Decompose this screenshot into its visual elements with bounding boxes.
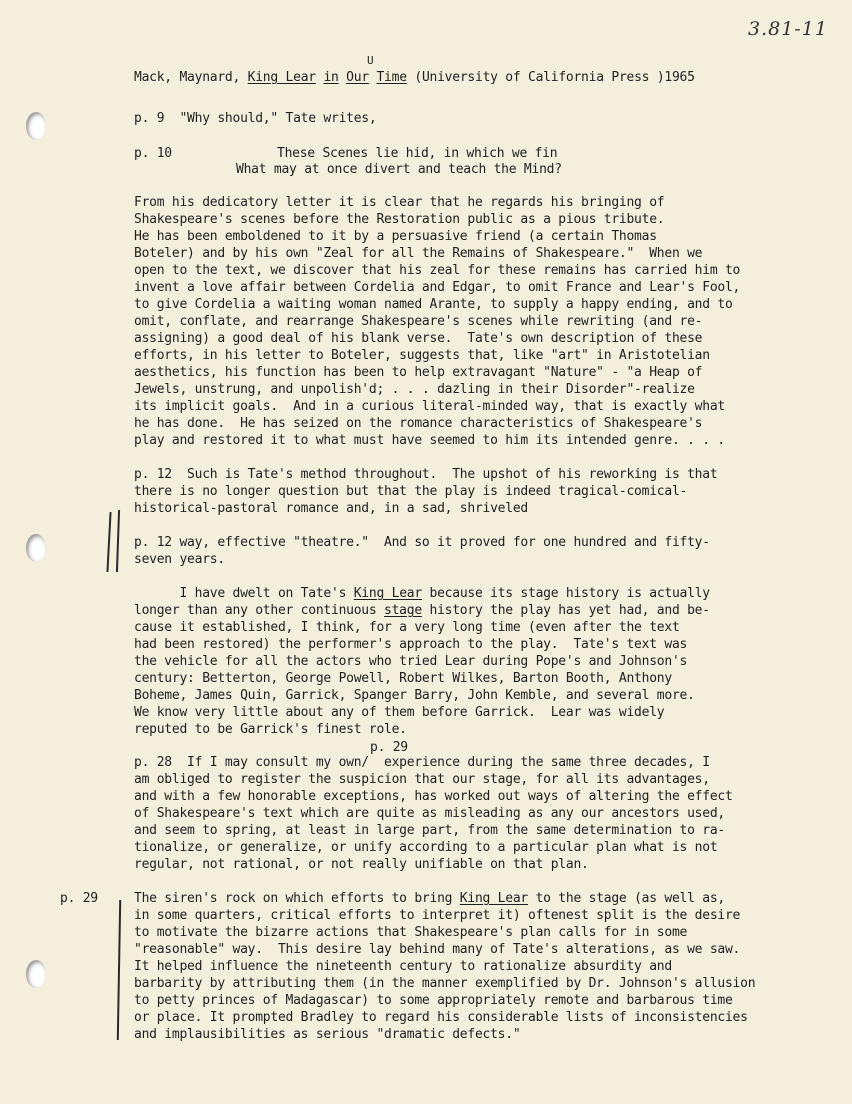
handwritten-page-number: 3.81-11 xyxy=(748,18,828,40)
p10-verse-2: What may at once divert and teach the Mind? xyxy=(236,162,562,177)
citation-title-c: Our xyxy=(346,70,369,85)
citation-title-b: in xyxy=(323,70,339,85)
para1-line: its implicit goals. And in a curious literal-minded way, that is exactly what xyxy=(134,399,725,414)
para1-line: From his dedicatory letter it is clear that he regards his bringing of xyxy=(134,195,665,210)
para5-line: p. 28 If I may consult my own/ experience during the same three decades, I xyxy=(134,755,710,770)
para6-line: to motivate the bizarre actions that Shakespeare's plan calls for in some xyxy=(134,925,688,940)
margin-bar-right xyxy=(116,510,120,572)
para1-line: open to the text, we discover that his zeal for these remains has carried him to xyxy=(134,263,741,278)
p9-line: p. 9 "Why should," Tate writes, xyxy=(134,111,377,126)
para4-line: Boheme, James Quin, Garrick, Spanger Barry, John Kemble, and several more. xyxy=(134,688,695,703)
para4-line: century: Betterton, George Powell, Robert Wilkes, Barton Booth, Anthony xyxy=(134,671,672,686)
para5-line: of Shakespeare's text which are quite as misleading as any our ancestors used, xyxy=(134,806,725,821)
para4-line: had been restored) the performer's approach to the play. Tate's text was xyxy=(134,637,688,652)
p10-verse-1: These Scenes lie hid, in which we fin xyxy=(277,146,558,161)
para6-line: and implausibilities as serious "dramatic defects." xyxy=(134,1027,521,1042)
para1-line: aesthetics, his function has been to help extravagant "Nature" - "a Heap of xyxy=(134,365,703,380)
para4-text: longer than any other continuous xyxy=(134,603,385,618)
para6-line: It helped influence the nineteenth century to rationalize absurdity and xyxy=(134,959,672,974)
para2-line: historical-pastoral romance and, in a sad, shriveled xyxy=(134,501,528,516)
para4-line: reputed to be Garrick's finest role. xyxy=(134,722,407,737)
para1-line: he has done. He has seized on the romance characteristics of Shakespeare's xyxy=(134,416,703,431)
handwritten-correction: U xyxy=(367,54,374,67)
para5-line: and seem to spring, at least in large part, from the same determination to ra- xyxy=(134,823,725,838)
punch-hole-bottom xyxy=(26,960,46,988)
para5-line: am obliged to register the suspicion that our stage, for all its advantages, xyxy=(134,772,710,787)
p10-label: p. 10 xyxy=(134,146,172,161)
para1-line: invent a love affair between Cordelia and Edgar, to omit France and Lear's Fool, xyxy=(134,280,741,295)
citation-author: Mack, Maynard, xyxy=(134,70,248,85)
para3-line: p. 12 way, effective "theatre." And so it proved for one hundred and fifty- xyxy=(134,535,710,550)
para1-line: Boteler) and by his own "Zeal for all the Remains of Shakespeare." When we xyxy=(134,246,703,261)
king-lear-title: King Lear xyxy=(459,891,528,906)
para1-line: Shakespeare's scenes before the Restoration public as a pious tribute. xyxy=(134,212,665,227)
para6-line: to petty princes of Madagascar) to some appropriately remote and barbarous time xyxy=(134,993,733,1008)
para4-line: the vehicle for all the actors who tried Lear during Pope's and Johnson's xyxy=(134,654,688,669)
para6-line xyxy=(134,890,725,907)
para4-text: because its stage history is actually xyxy=(421,586,710,601)
margin-bar-left xyxy=(106,512,111,572)
para6-line: in some quarters, critical efforts to interpret it) oftenest split is the desire xyxy=(134,908,741,923)
margin-bar-lower xyxy=(117,900,121,1040)
para6-text: to the stage (as well as, xyxy=(528,891,725,906)
para2-line: there is no longer question but that the play is indeed tragical-comical- xyxy=(134,484,688,499)
citation-title-a: King Lear xyxy=(247,70,316,85)
para4-line xyxy=(134,585,710,602)
punch-hole-top xyxy=(26,112,46,140)
para1-line: omit, conflate, and rearrange Shakespeare's scenes while rewriting (and re- xyxy=(134,314,703,329)
para4-line: cause it established, I think, for a very long time (even after the text xyxy=(134,620,680,635)
para6-line: barbarity by attributing them (in the manner exemplified by Dr. Johnson's allusion xyxy=(134,976,756,991)
citation-line xyxy=(134,69,695,86)
para4-line: We know very little about any of them before Garrick. Lear was widely xyxy=(134,705,665,720)
para1-line: play and restored it to what must have seemed to him its intended genre. . . . xyxy=(134,433,725,448)
para1-line: assigning) a good deal of his blank verse. Tate's own description of these xyxy=(134,331,703,346)
para1-line: He has been emboldened to it by a persuasive friend (a certain Thomas xyxy=(134,229,657,244)
para2-line: p. 12 Such is Tate's method throughout. The upshot of his reworking is that xyxy=(134,467,718,482)
para6-line: or place. It prompted Bradley to regard his considerable lists of inconsistencies xyxy=(134,1010,748,1025)
citation-title-d: Time xyxy=(376,70,407,85)
para3-line: seven years. xyxy=(134,552,225,567)
para6-text: The siren's rock on which efforts to bring xyxy=(134,891,460,906)
inserted-page-marker: p. 29 xyxy=(370,740,408,755)
para1-line: Jewels, unstrung, and unpolish'd; . . . dazling in their Disorder"-realize xyxy=(134,382,695,397)
para6-line: "reasonable" way. This desire lay behind many of Tate's alterations, as we saw. xyxy=(134,942,741,957)
para5-line: regular, not rational, or not really unifiable on that plan. xyxy=(134,857,589,872)
punch-hole-middle xyxy=(26,534,46,562)
para5-line: tionalize, or generalize, or unify according to a particular plan what is not xyxy=(134,840,718,855)
king-lear-title: King Lear xyxy=(353,586,422,601)
para4-line xyxy=(134,602,710,619)
p29-margin-label: p. 29 xyxy=(60,891,98,906)
para5-line: and with a few honorable exceptions, has worked out ways of altering the effect xyxy=(134,789,733,804)
citation-publisher: (University of California Press )1965 xyxy=(414,70,695,85)
para4-text: history the play has yet had, and be- xyxy=(421,603,710,618)
para1-line: efforts, in his letter to Boteler, suggests that, like "art" in Aristotelian xyxy=(134,348,710,363)
stage-underlined: stage xyxy=(384,603,422,618)
para4-text: I have dwelt on Tate's xyxy=(134,586,354,601)
para1-line: to give Cordelia a waiting woman named Arante, to supply a happy ending, and to xyxy=(134,297,733,312)
